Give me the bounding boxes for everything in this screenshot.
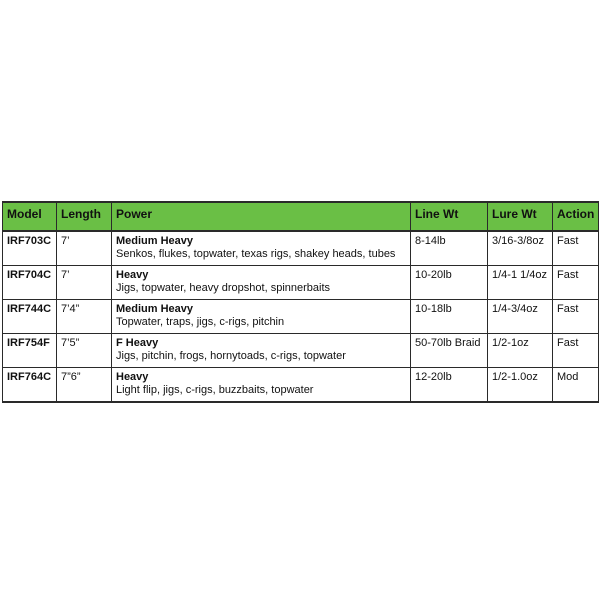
- table-row: [3, 334, 599, 368]
- rod-spec-table: [2, 201, 599, 403]
- power-rating: Medium Heavy: [116, 303, 194, 315]
- line-wt-cell: 10-20lb: [411, 266, 488, 300]
- table-row: [3, 266, 599, 300]
- line-wt-cell: 12-20lb: [411, 368, 488, 403]
- table-header-row: [3, 202, 599, 231]
- power-uses: Light flip, jigs, c-rigs, buzzbaits, topwater: [116, 384, 314, 396]
- action-cell: Fast: [553, 334, 599, 368]
- lure-wt-cell: 1/4-1 1/4oz: [488, 266, 553, 300]
- table-row: [3, 368, 599, 403]
- column-header-length: Length: [57, 202, 112, 231]
- power-cell: [112, 368, 411, 403]
- lure-wt-cell: 1/2-1oz: [488, 334, 553, 368]
- power-cell: [112, 300, 411, 334]
- column-header-action: Action: [553, 202, 599, 231]
- power-uses: Jigs, topwater, heavy dropshot, spinnerbaits: [116, 282, 331, 294]
- length-cell: 7’5”: [57, 334, 112, 368]
- table-row: [3, 231, 599, 266]
- power-cell: [112, 334, 411, 368]
- power-rating: Heavy: [116, 269, 149, 281]
- model-cell: IRF754F: [3, 334, 57, 368]
- column-header-model: Model: [3, 202, 57, 231]
- power-cell: [112, 231, 411, 266]
- length-cell: 7”6”: [57, 368, 112, 403]
- action-cell: Fast: [553, 231, 599, 266]
- power-uses: Topwater, traps, jigs, c-rigs, pitchin: [116, 316, 285, 328]
- line-wt-cell: 10-18lb: [411, 300, 488, 334]
- power-uses: Jigs, pitchin, frogs, hornytoads, c-rigs, topwater: [116, 350, 346, 362]
- length-cell: 7’: [57, 266, 112, 300]
- action-cell: Mod: [553, 368, 599, 403]
- table-row: [3, 300, 599, 334]
- model-cell: IRF704C: [3, 266, 57, 300]
- lure-wt-cell: 3/16-3/8oz: [488, 231, 553, 266]
- power-rating: Medium Heavy: [116, 235, 194, 247]
- lure-wt-cell: 1/2-1.0oz: [488, 368, 553, 403]
- model-cell: IRF703C: [3, 231, 57, 266]
- length-cell: 7’: [57, 231, 112, 266]
- lure-wt-cell: 1/4-3/4oz: [488, 300, 553, 334]
- model-cell: IRF744C: [3, 300, 57, 334]
- power-cell: [112, 266, 411, 300]
- power-rating: Heavy: [116, 371, 149, 383]
- power-uses: Senkos, flukes, topwater, texas rigs, shakey heads, tubes: [116, 248, 396, 260]
- action-cell: Fast: [553, 300, 599, 334]
- model-cell: IRF764C: [3, 368, 57, 403]
- column-header-lure-wt: Lure Wt: [488, 202, 553, 231]
- column-header-line-wt: Line Wt: [411, 202, 488, 231]
- line-wt-cell: 50-70lb Braid: [411, 334, 488, 368]
- action-cell: Fast: [553, 266, 599, 300]
- column-header-power: Power: [112, 202, 411, 231]
- length-cell: 7’4”: [57, 300, 112, 334]
- power-rating: F Heavy: [116, 337, 159, 349]
- line-wt-cell: 8-14lb: [411, 231, 488, 266]
